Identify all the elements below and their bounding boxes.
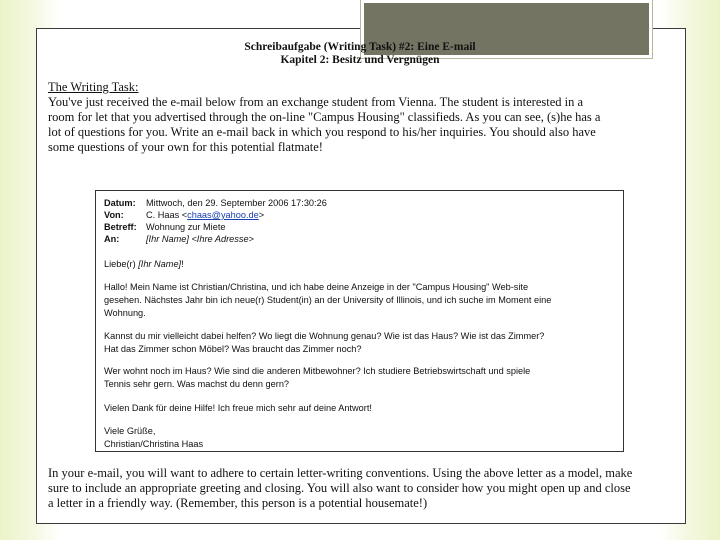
para3-line1: Wer wohnt noch im Haus? Wie sind die anderen Mitbewohner? Ich studiere Betriebswirtschaft und spiele — [104, 366, 531, 376]
from-name: C. Haas < — [146, 210, 188, 220]
email-to-row — [104, 233, 254, 245]
email-signature: Christian/Christina Haas — [104, 439, 204, 449]
date-label: Datum: — [104, 198, 136, 208]
email-paragraph-3 — [104, 365, 619, 391]
document-title: Schreibaufgabe (Writing Task) #2: Eine E-mail — [244, 41, 476, 53]
to-label: An: — [104, 234, 120, 244]
task-heading: The Writing Task: — [48, 80, 139, 94]
greeting-text: Liebe(r) — [104, 259, 139, 269]
email-date-row — [104, 197, 327, 209]
from-label: Von: — [104, 210, 124, 220]
from-email-link[interactable]: chaas@yahoo.de — [187, 210, 259, 220]
email-thanks: Vielen Dank für deine Hilfe! Ich freue mich sehr auf deine Antwort! — [104, 403, 372, 413]
greeting-end: ! — [181, 259, 184, 269]
task-paragraph: You've just received the e-mail below from an exchange student from Vienna. The student is interested in a room for let that you advertised through the on-line "Campus Housing" classifieds. As you can see, (s)he has a lot of questions for you. Write an e-mail back in which you respond to his/her inquiries. You should also have some questions of your own for this potential flatmate! — [48, 95, 601, 154]
email-signoff: Viele Grüße, — [104, 426, 156, 436]
para1-line3: Wohnung. — [104, 308, 146, 318]
email-from-row — [104, 209, 264, 221]
closing-paragraph: In your e-mail, you will want to adhere to certain letter-writing conventions. Using the above letter as a model, make sure to include an appropriate greeting and closing. You will also want to consider how you might open up and close a letter in a friendly way. (Remember, this person is a potential housemate!) — [48, 466, 633, 510]
email-greeting — [104, 258, 619, 271]
email-paragraph-1 — [104, 281, 619, 320]
email-paragraph-2 — [104, 330, 619, 356]
para2-line2: Hat das Zimmer schon Möbel? Was braucht das Zimmer noch? — [104, 344, 362, 354]
greeting-name: [Ihr Name] — [138, 259, 182, 269]
subject-label: Betreff: — [104, 222, 137, 232]
to-value: [Ihr Name] <Ihre Adresse> — [146, 234, 254, 244]
email-subject-row — [104, 221, 226, 233]
para2-line1: Kannst du mir vielleicht dabei helfen? Wo liegt die Wohnung genau? Wie ist das Haus? Wie ist das Zimmer? — [104, 331, 545, 341]
subject-value: Wohnung zur Miete — [146, 222, 226, 232]
email-box — [95, 190, 624, 452]
document-subtitle: Kapitel 2: Besitz und Vergnügen — [280, 54, 440, 66]
date-value: Mittwoch, den 29. September 2006 17:30:26 — [146, 198, 327, 208]
para3-line2: Tennis sehr gern. Was machst du denn gern? — [104, 379, 290, 389]
from-close: > — [258, 210, 265, 220]
email-closing — [104, 425, 619, 451]
para1-line2: gesehen. Nächstes Jahr bin ich neue(r) Student(in) an der University of Illinois, und ich suche im Moment eine — [104, 295, 552, 305]
para1-line1: Hallo! Mein Name ist Christian/Christina, und ich habe deine Anzeige in der "Campus Housing" Web-site — [104, 282, 529, 292]
